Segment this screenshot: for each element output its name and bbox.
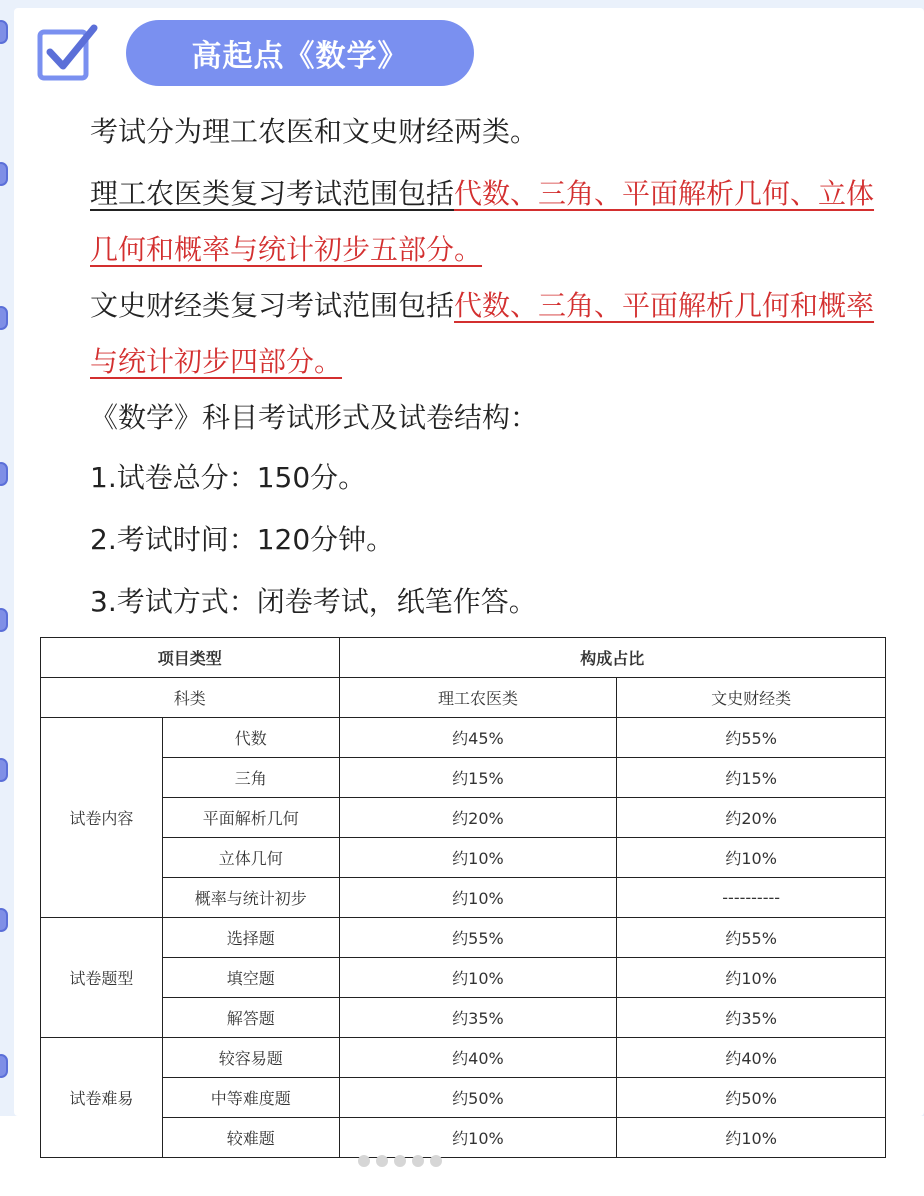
row-arts-value: ----------	[617, 878, 886, 918]
carousel-dot[interactable]	[358, 1155, 370, 1167]
paragraph-science-scope	[90, 166, 900, 278]
binder-ring-icon	[0, 462, 8, 486]
checkbox-checked-icon	[36, 22, 98, 84]
binder-ring-icon	[0, 908, 8, 932]
row-science-value: 约35%	[339, 998, 617, 1038]
row-item-label: 选择题	[162, 918, 339, 958]
table-row	[41, 998, 886, 1038]
table-header-row	[41, 638, 886, 678]
row-arts-value: 约10%	[617, 838, 886, 878]
row-arts-value: 约15%	[617, 758, 886, 798]
table-row	[41, 1118, 886, 1158]
row-science-value: 约10%	[339, 958, 617, 998]
binder-ring-icon	[0, 758, 8, 782]
subheader-arts: 文史财经类	[617, 678, 886, 718]
row-arts-value: 约40%	[617, 1038, 886, 1078]
paragraph-exam-structure: 《数学》科目考试形式及试卷结构：	[90, 401, 539, 434]
header-item-type: 项目类型	[41, 638, 340, 678]
table-row	[41, 918, 886, 958]
row-science-value: 约40%	[339, 1038, 617, 1078]
row-item-label: 填空题	[162, 958, 339, 998]
table-row	[41, 838, 886, 878]
carousel-dot[interactable]	[412, 1155, 424, 1167]
group-label: 试卷题型	[41, 918, 163, 1038]
row-science-value: 约55%	[339, 918, 617, 958]
binder-rings	[0, 0, 14, 1196]
row-item-label: 代数	[162, 718, 339, 758]
carousel-dot[interactable]	[394, 1155, 406, 1167]
row-arts-value: 约35%	[617, 998, 886, 1038]
table-row	[41, 798, 886, 838]
carousel-dot[interactable]	[430, 1155, 442, 1167]
table-row	[41, 958, 886, 998]
paragraph-exam-time: 2.考试时间：120分钟。	[90, 523, 395, 556]
paragraph-total-score: 1.试卷总分：150分。	[90, 461, 367, 494]
binder-ring-icon	[0, 608, 8, 632]
row-science-value: 约10%	[339, 1118, 617, 1158]
row-science-value: 约45%	[339, 718, 617, 758]
row-arts-value: 约10%	[617, 1118, 886, 1158]
row-arts-value: 约55%	[617, 718, 886, 758]
subheader-science: 理工农医类	[339, 678, 617, 718]
carousel-dot[interactable]	[376, 1155, 388, 1167]
row-arts-value: 约20%	[617, 798, 886, 838]
page-title: 高起点《数学》	[126, 20, 474, 86]
row-item-label: 立体几何	[162, 838, 339, 878]
table-row	[41, 718, 886, 758]
row-science-value: 约15%	[339, 758, 617, 798]
table-row	[41, 758, 886, 798]
group-label: 试卷难易	[41, 1038, 163, 1158]
row-item-label: 中等难度题	[162, 1078, 339, 1118]
table-row	[41, 1038, 886, 1078]
binder-ring-icon	[0, 306, 8, 330]
paragraph-arts-scope	[90, 278, 900, 390]
group-label: 试卷内容	[41, 718, 163, 918]
row-item-label: 三角	[162, 758, 339, 798]
row-science-value: 约10%	[339, 878, 617, 918]
row-arts-value: 约10%	[617, 958, 886, 998]
composition-table	[40, 637, 886, 1158]
row-arts-value: 约55%	[617, 918, 886, 958]
science-scope-intro: 理工农医类复习考试范围包括	[90, 177, 455, 210]
table-row	[41, 1078, 886, 1118]
subheader-category: 科类	[41, 678, 340, 718]
paragraph-exam-categories: 考试分为理工农医和文史财经两类。	[90, 115, 539, 148]
table-row	[41, 878, 886, 918]
row-item-label: 平面解析几何	[162, 798, 339, 838]
binder-ring-icon	[0, 20, 8, 44]
binder-ring-icon	[0, 1054, 8, 1078]
row-item-label: 较难题	[162, 1118, 339, 1158]
row-item-label: 较容易题	[162, 1038, 339, 1078]
row-science-value: 约50%	[339, 1078, 617, 1118]
row-item-label: 解答题	[162, 998, 339, 1038]
row-arts-value: 约50%	[617, 1078, 886, 1118]
arts-scope-highlight: 代数、三角、平面解析几何和概率与统计初步四部分。	[90, 289, 875, 378]
table-subheader-row	[41, 678, 886, 718]
paragraph-exam-method: 3.考试方式：闭卷考试，纸笔作答。	[90, 585, 537, 618]
carousel-indicator[interactable]	[358, 1155, 442, 1171]
row-item-label: 概率与统计初步	[162, 878, 339, 918]
arts-scope-intro: 文史财经类复习考试范围包括	[90, 289, 455, 322]
science-scope-highlight: 代数、三角、平面解析几何、立体几何和概率与统计初步五部分。	[90, 177, 875, 266]
row-science-value: 约20%	[339, 798, 617, 838]
row-science-value: 约10%	[339, 838, 617, 878]
header-ratio: 构成占比	[339, 638, 885, 678]
binder-ring-icon	[0, 162, 8, 186]
